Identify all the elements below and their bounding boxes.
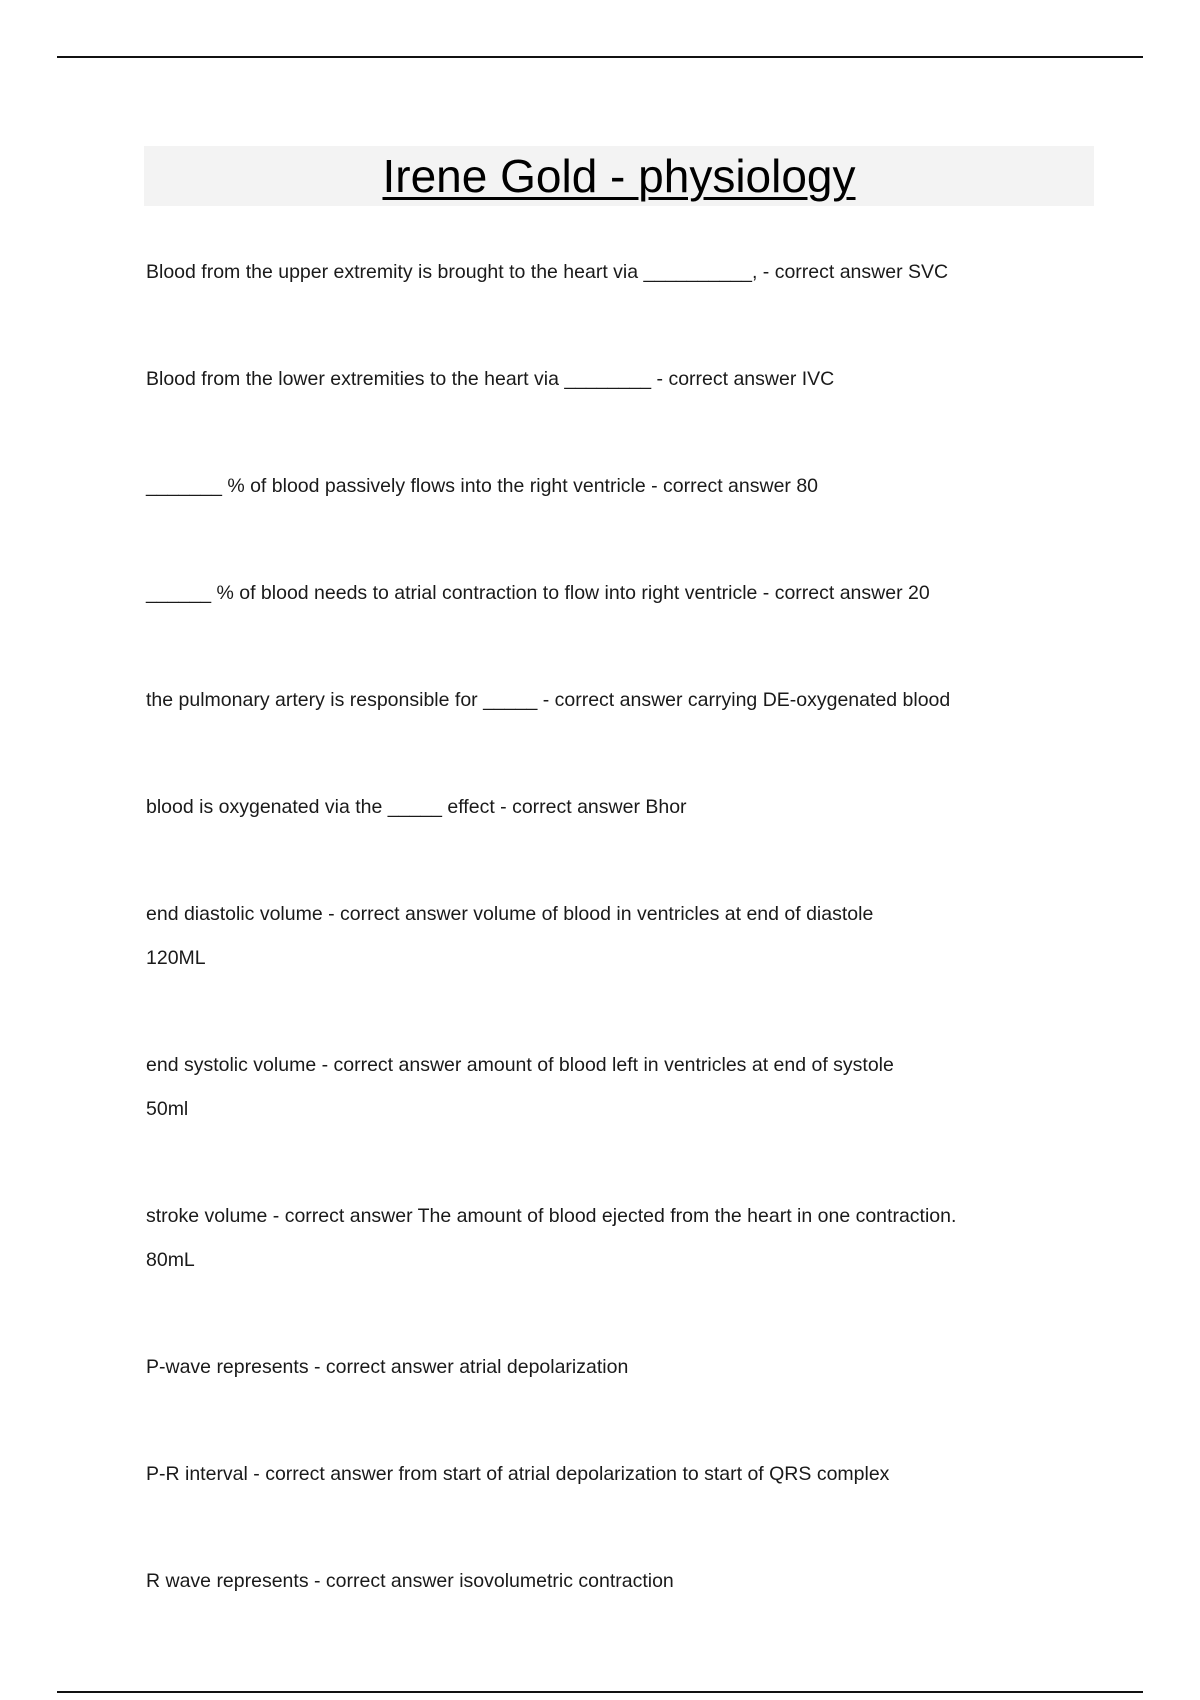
qa-item bbox=[146, 1194, 1126, 1282]
qa-line-value: 120ML bbox=[146, 947, 206, 969]
qa-line: blood is oxygenated via the _____ effect - correct answer Bhor bbox=[146, 796, 687, 818]
qa-item bbox=[146, 1452, 1126, 1496]
qa-item bbox=[146, 1559, 1126, 1603]
bottom-divider bbox=[57, 1691, 1143, 1693]
qa-item bbox=[146, 678, 1126, 722]
qa-line: R wave represents - correct answer isovolumetric contraction bbox=[146, 1570, 674, 1592]
qa-line-value: 50ml bbox=[146, 1098, 189, 1120]
title-band bbox=[144, 146, 1094, 206]
qa-item bbox=[146, 571, 1126, 615]
qa-line: P-wave represents - correct answer atrial depolarization bbox=[146, 1356, 629, 1378]
top-divider bbox=[57, 56, 1143, 58]
qa-line: end diastolic volume - correct answer volume of blood in ventricles at end of diastole bbox=[146, 903, 874, 925]
qa-line: ______ % of blood needs to atrial contraction to flow into right ventricle - correct answer 20 bbox=[146, 582, 930, 604]
qa-line: Blood from the upper extremity is brought to the heart via __________, - correct answer SVC bbox=[146, 261, 949, 283]
qa-line: end systolic volume - correct answer amount of blood left in ventricles at end of systole bbox=[146, 1054, 894, 1076]
qa-line-value: 80mL bbox=[146, 1249, 195, 1271]
page-title: Irene Gold - physiology bbox=[382, 150, 856, 202]
qa-item bbox=[146, 464, 1126, 508]
qa-item bbox=[146, 785, 1126, 829]
qa-item bbox=[146, 250, 1126, 294]
qa-line: stroke volume - correct answer The amount of blood ejected from the heart in one contraction. bbox=[146, 1205, 957, 1227]
question-list bbox=[146, 250, 1126, 1666]
qa-item bbox=[146, 1345, 1126, 1389]
qa-line: the pulmonary artery is responsible for _____ - correct answer carrying DE-oxygenated blood bbox=[146, 689, 951, 711]
qa-line: Blood from the lower extremities to the heart via ________ - correct answer IVC bbox=[146, 368, 835, 390]
qa-line: _______ % of blood passively flows into the right ventricle - correct answer 80 bbox=[146, 475, 819, 497]
qa-item bbox=[146, 892, 1126, 980]
qa-item bbox=[146, 1043, 1126, 1131]
qa-item bbox=[146, 357, 1126, 401]
qa-line: P-R interval - correct answer from start of atrial depolarization to start of QRS complex bbox=[146, 1463, 890, 1485]
